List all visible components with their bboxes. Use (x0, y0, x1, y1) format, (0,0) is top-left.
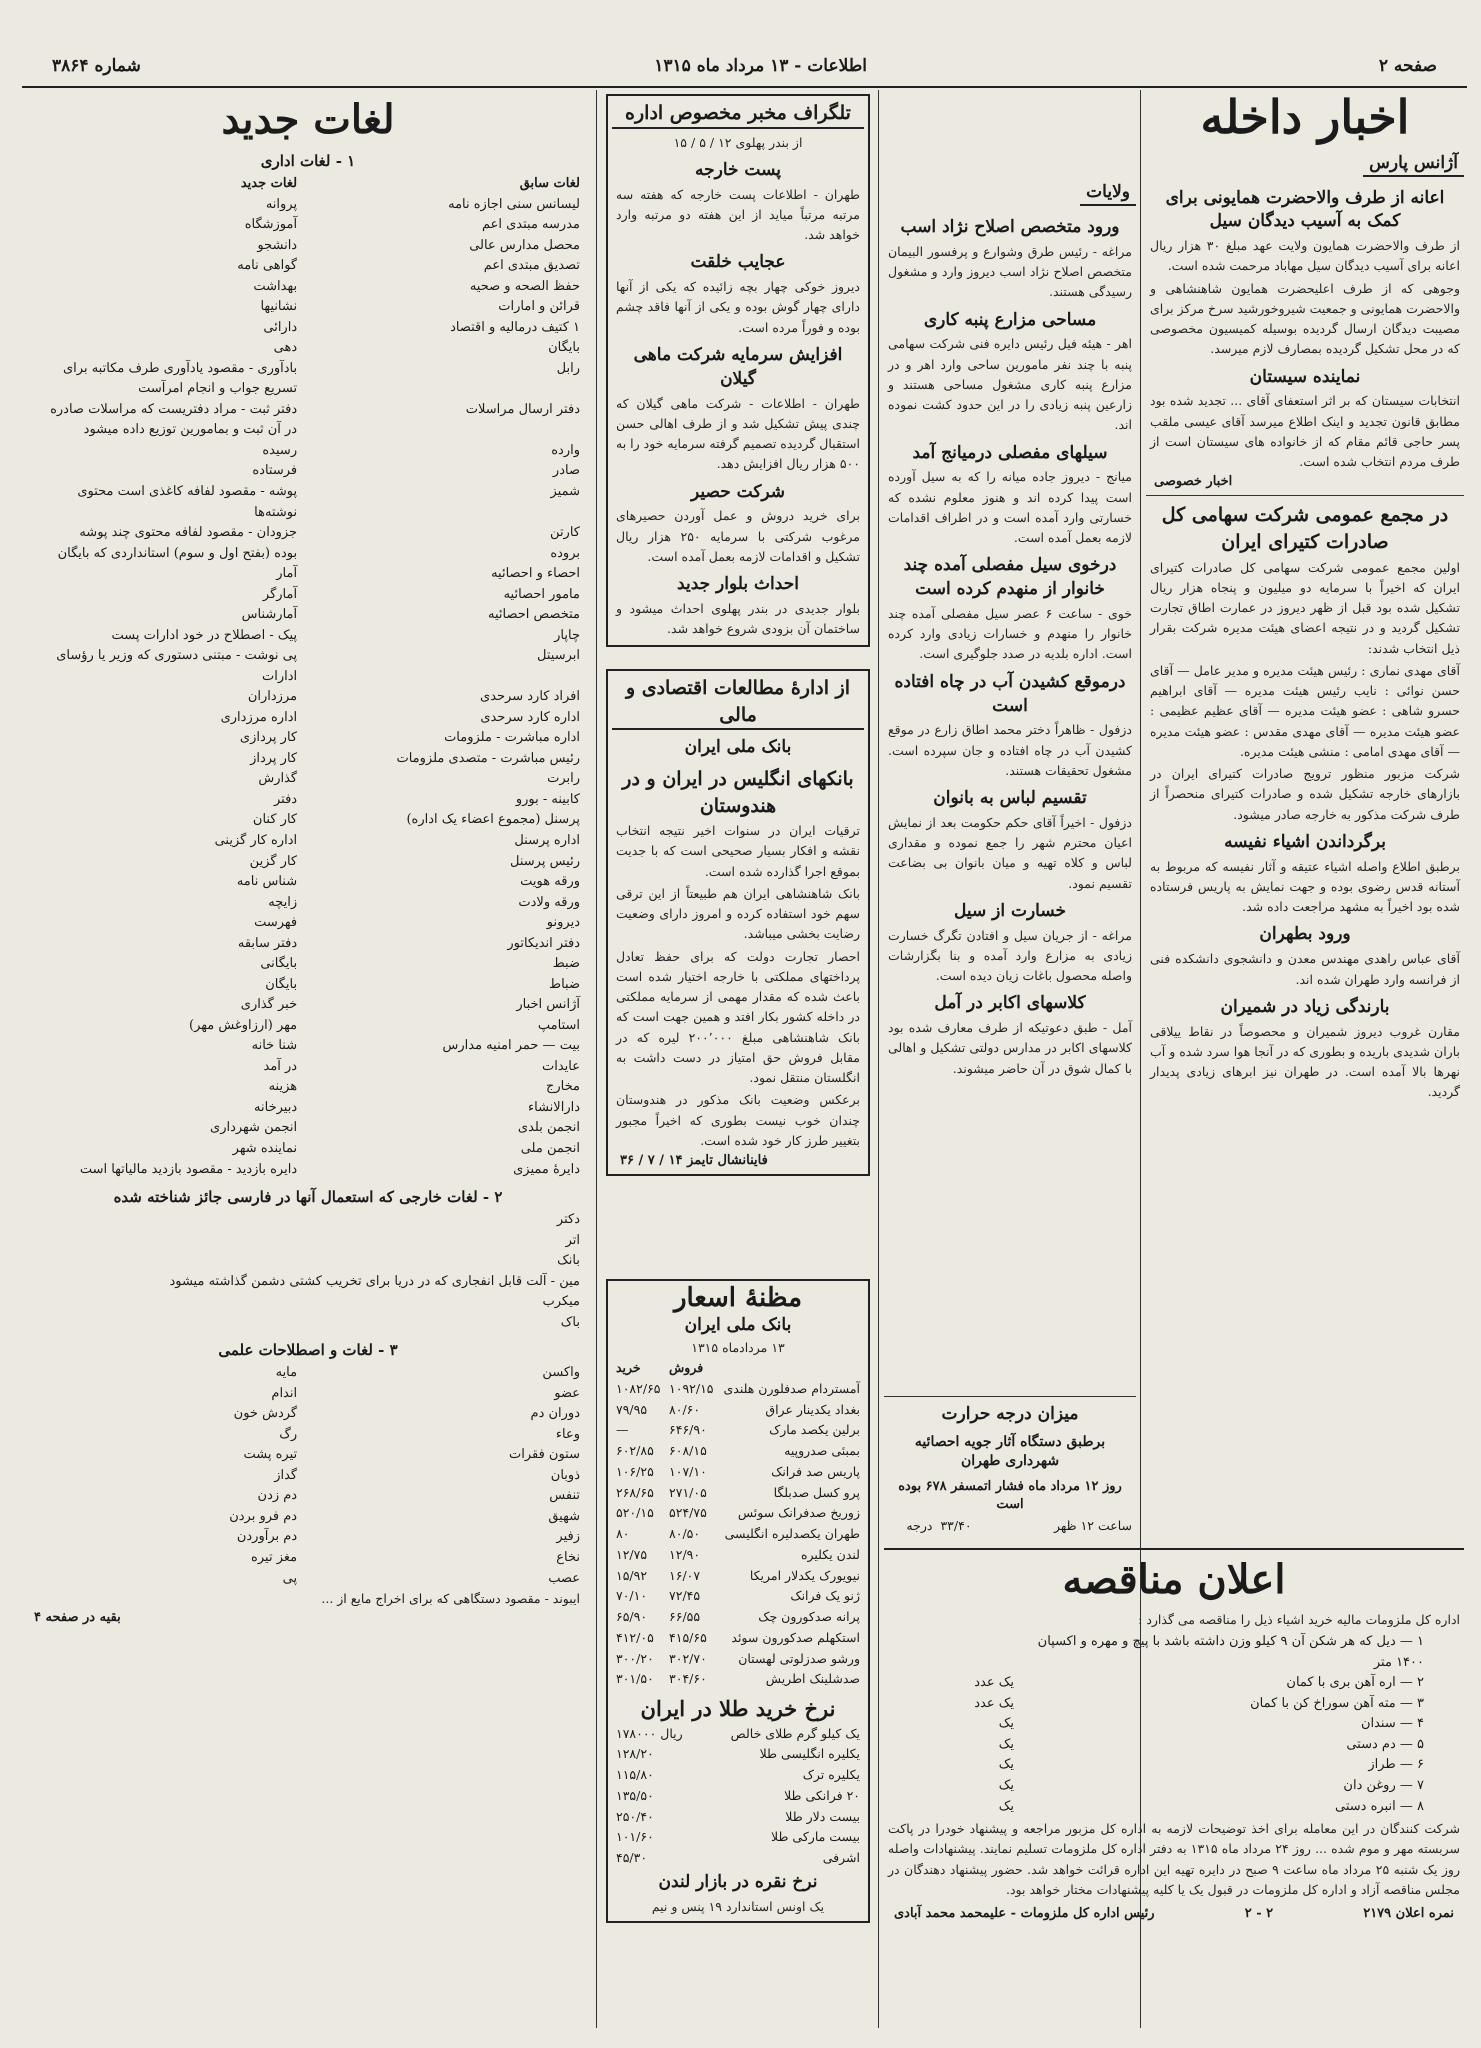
article-body: مقارن غروب دیروز شمیران و محصوصاً در نقاط ییلاقی باران شدیدی باریده و بطوری که در آنجا هوا سرد شده و آب نهرها بالا آمده است. در طهران نیز ابرهای زیادی پدیدار گردید. (1150, 1023, 1460, 1100)
glossary-entry: مخارج هزینه (268, 1079, 580, 1095)
glossary-entry: رئیس مباشرت - متصدی ملزومات کار پرداز (250, 750, 580, 766)
glossary-entry: آژانس اخبار خبر گذاری (240, 997, 580, 1013)
table-row: ساعت ۱۲ ظهر ۳۳/۴۰ درجه (906, 1518, 1132, 1534)
headline: تقسیم لباس به بانوان (933, 788, 1087, 809)
section-tag: ولایات (1080, 182, 1136, 206)
headline: ورود بطهران (1259, 924, 1351, 945)
list-item: ۳ — مته آهن سوراخ کن با کمان یک عدد (974, 1695, 1424, 1711)
provinces-column (884, 90, 1136, 1548)
scientific-term-entry: نخاع مغز تیره (251, 1550, 580, 1565)
table-row: پرو کسل صدبلگا ۲۷۱/۰۵ ۲۶۸/۶۵ (616, 1484, 860, 1500)
headline: بانک ملی ایران (684, 737, 792, 758)
page-header (22, 50, 1467, 88)
headline: اعانه از طرف والاحضرت همایونی برای کمک به آسیب دیدگان سیل (1165, 187, 1445, 232)
glossary-entry: محصل مدارس عالی دانشجو (257, 237, 580, 253)
article-body: ترقیات ایران در سنوات اخیر نتیجه انتخاب نقشه و افکار بسیار صحیحی است که با جدیت بموقع اجرا گذارده شده است. (616, 823, 860, 879)
article-body: دزفول - اخیراً آقای حکم حکومت بعد از نمایش اعیان محترم شهر را جمع نموده و مقداری لباس و کلاه تهیه و میان بانوان بی بضاعت تقسیم نمود. (888, 814, 1132, 891)
glossary-entry: ضباط بایگان (265, 976, 580, 992)
table-row: بیست مارکی طلا ۱۰۱/۶۰ (616, 1829, 860, 1845)
agency-tag: آژانس پارس (1363, 153, 1464, 177)
article-body: برای خرید دروش و عمل آوردن حصیرهای مرغوب شرکتی با سرمایه ۲۵۰ هزار ریال تشکیل و اقدامات لازمه بعمل آمده است. (616, 508, 860, 564)
glossary-entry: اداره کارد سرحدی اداره مرزداری (220, 709, 580, 725)
table-row: نیویورک یکدلار امریکا ۱۶/۰۷ ۱۵/۹۲ (616, 1567, 860, 1583)
auction-title: اعلان مناقصه (1062, 1556, 1286, 1603)
foreign-word-entry: دکتر (556, 1212, 580, 1228)
glossary-entry: انجمن بلدی انجمن شهرداری (210, 1120, 580, 1136)
glossary-entry: ابرسیتل پی نوشت - مبتنی دستوری که وزیر یا رؤسای ادارات (56, 648, 580, 684)
table-row: یکلیره انگلیسی طلا ۱۲۸/۲۰ (616, 1746, 860, 1762)
economy-box (602, 665, 874, 1255)
continued-note: بقیه در صفحه ۴ (34, 1610, 121, 1626)
article-body: برعکس وضعیت بانک مذکور در هندوستان چندان خوب نیست بطوری که اخیراً مجبور بتغییر طرز کار خود شده است. (616, 1092, 860, 1148)
headline: درخوی سیل مفصلی آمده چند خانوار از منهدم کرده است (903, 555, 1117, 600)
scientific-term-entry: وعاء رگ (279, 1426, 580, 1442)
auction-intro: اداره کل ملزومات مالیه خرید اشیاء ذیل را مناقصه می گذارد : (1138, 1612, 1460, 1627)
article-body: میانج - دیروز جاده میانه را که به سیل آورده است پیدا کرده اند و هنوز معلوم نشده که خسارتی وارد آمده است و در اطراف اقدامات لازمه بعمل آمده است. (888, 469, 1132, 546)
headline: احداث بلوار جدید (677, 574, 799, 595)
glossary-entry: عایدات در آمد (263, 1058, 580, 1074)
glossary-entry: دفتر ارسال مراسلات دفتر ثبت - مراد دفتریست که مراسلات صادره در آن ثبت و بمامورین توزیع داده میشود (50, 401, 580, 438)
glossary-entry: دایرهٔ ممیزی دایره بازدید - مقصود بازدید مالیاتها است (79, 1161, 580, 1177)
table-row: ورشو صدزلوتی لهستان ۳۰۲/۷۰ ۳۰۰/۲۰ (616, 1650, 860, 1666)
list-item: ۱ — دیل که هر شکن آن ۹ کیلو وزن داشته باشد با پیچ و مهره و اکسپان ۱۴۰۰ متر (1037, 1634, 1424, 1670)
column-rule (596, 90, 597, 2028)
headline: بانکهای انگلیس در ایران و در هندوستان (622, 767, 854, 817)
article-body: طهران - اطلاعات پست خارجه که هفته سه مرتبه مرتباً میاید از این هفته دو مرتبه وارد خواهد شد. (616, 186, 860, 243)
table-row: لندن یکلیره ۱۲/۹۰ ۱۲/۷۵ (616, 1546, 860, 1562)
dateline: اطلاعات - ۱۳ مرداد ماه ۱۳۱۵ (654, 56, 867, 76)
divider (884, 1396, 1136, 1397)
table-row: یک کیلو گرم طلای خالص ۱۷۸۰۰۰ ریال (616, 1725, 860, 1741)
table-row (884, 1537, 1136, 1540)
article-body: وجوهی که از طرف اعلیحضرت همایون شاهنشاهی و والاحضرت همایونی و جمعیت شیروخورشید سرخ مرکز برای مصیبت دیدگان ارسال گردیده بوسیله کمیسیون مخصوصی که در محل تشکیل گردیده بمصارف لازم میرسد. (1150, 280, 1460, 357)
glossary-entry: رئیس پرسنل کار گزین (249, 853, 580, 869)
scientific-term-entry: واکسن مایه (275, 1365, 580, 1381)
table-row: پاریس صد فرانک ۱۰۷/۱۰ ۱۰۶/۲۵ (616, 1463, 860, 1479)
article-body: انتخابات سیستان که بر اثر استعفای آقای ... تجدید شده بود مطابق قانون تجدید و اینک اطلاع میرسد آقای عیسی ملقب پسر حاجی قائم مقام که از خانواده های سیستان است از طرف مردم انتخاب شده است. (1150, 393, 1460, 470)
glossary-entry: شمیز پوشه - مقصود لفافه کاغذی است محتوی نوشته‌ها (77, 483, 580, 520)
auction-count: ۲ - ۲ (1244, 1906, 1274, 1922)
glossary-entry: کارتن جزودان - مقصود لفافه محتوی چند پوشه (79, 525, 580, 541)
glossary-entry: بروده بوده (بفتح اول و سوم) استانداردی که بایگان (57, 545, 580, 561)
scientific-term-entry: ذوبان گداز (274, 1467, 580, 1483)
scientific-term-entry: عصب پی (282, 1570, 580, 1586)
scientific-term-entry: تنفس دم زدن (257, 1488, 580, 1504)
table-row: صدشلینک اطریش ۳۰۴/۶۰ ۳۰۱/۵۰ (616, 1671, 860, 1687)
scientific-term-entry: ستون فقرات تیره پشت (243, 1447, 580, 1463)
glossary-entry: بیت — حمر امنیه مدارس شنا خانه (251, 1038, 580, 1054)
article-body: احصار تجارت دولت که برای حفظ تعادل پرداختهای مملکتی با خارجه اختیار شده است باعث شده که مقدار مهمی از سرمایه مملکتی در داخله کشور بکار افتد و همین جهت است که بانک شاهنشاهی مبلغ ۲۰۰٬۰۰۰ لیره که در مقابل فروش حق امتیاز در دست داشت به انگلستان منتقل نمود. (616, 948, 860, 1086)
glossary-entry: رابرت گذارش (258, 771, 580, 787)
foreign-word-entry: بانک (557, 1253, 580, 1269)
headline: سیلهای مفصلی درمیانج آمد (912, 442, 1108, 463)
article-body: دیروز خوکی چهار بچه زائیده که یکی از آنها دارای چهار گوش بوده و یکی از آنها فاقد چشم بوده و فوراً مرده است. (616, 279, 860, 335)
weather-subtitle: برطبق دستگاه آثار جویه احصائیه شهرداری طهران (914, 1433, 1106, 1470)
list-item: ۸ — انبره دستی یک (998, 1798, 1424, 1814)
glossary-entry: لیسانس سنی اجازه نامه پروانه (265, 196, 580, 212)
headline: بارندگی زیاد در شمیران (1220, 996, 1390, 1017)
issue-number: شماره ۳۸۶۴ (52, 56, 141, 76)
table-row: اشرفی ۴۵/۳۰ (616, 1850, 860, 1866)
glossary-entry: دارالانشاء دبیرخانه (254, 1099, 580, 1115)
rates-title: مظنهٔ اسعار (673, 1283, 803, 1313)
article-body: از طرف والاحضرت همایون ولایت عهد مبلغ ۳۰ هزار ریال اعانه برای آسیب دیدگان سیل مهاباد مرحمت شده است. (1150, 238, 1460, 274)
glossary-entry: دفتر اندیکاتور دفتر سابقه (237, 935, 580, 951)
headline: عجایب خلقت (690, 252, 786, 273)
table-header: فروش خرید (616, 1360, 704, 1376)
glossary-entry: انجمن ملی نماینده شهر (232, 1140, 580, 1156)
foreign-word-entry: مین - آلت قابل انفجاری که در دریا برای تخریب کشتی دشمن گذاشته میشود (169, 1273, 580, 1289)
list-item: ۶ — طراز یک (998, 1757, 1424, 1773)
table-row: طهران یکصدلیره انگلیسی ۸۰/۵۰ ۸۰ (616, 1526, 860, 1542)
glossary-entry: استامپ مهر (ارزاوغش مهر) (189, 1017, 580, 1033)
auction-number: نمره اعلان ۲۱۷۹ (1363, 1906, 1454, 1922)
glossary-column (26, 90, 590, 2030)
table-row: بمبئی صدروپیه ۶۰۸/۱۵ ۶۰۲/۸۵ (616, 1443, 860, 1459)
table-row: زوریخ صدفرانک سوئس ۵۲۴/۷۵ ۵۲۰/۱۵ (616, 1505, 860, 1521)
silver-line: یک اونس استاندارد ۱۹ پنس و نیم (651, 1898, 825, 1914)
glossary-tail: ایبوند - مقصود دستگاهی که برای اخراج مایع از ... (321, 1591, 580, 1607)
auction-signatory: رئیس اداره کل ملزومات - علیمحمد محمد آبادی (894, 1906, 1155, 1922)
article-body: اهر - هیئه فیل رئیس دایره فنی شرکت سهامی پنبه با چند نفر مامورین ساحی وارد اهر و در مزارع پنبه کاری مشغول مساحی هستند و زارعین پنبه زیادی را در این حدود کشت نموده اند. (888, 336, 1132, 433)
foreign-word-entry: باک (560, 1314, 580, 1330)
auction-body: شرکت کنندگان در این معامله برای اخذ توضیحات لازمه به اداره کل مزبور مراجعه و پیشنهاد خودرا در پاکت سربسته مهر و موم شده ... روز ۲۴ مرداد ماه ۱۳۱۵ به دفتر اداره کل ملزومات تسلیم نمایند. پیشنهادات واصله روز یک شنبه ۲۵ مرداد ماه ساعت ۹ صبح در دایره تهیه این اداره قرائت خواهد شد. حضور پیشنهاد دهندگان در مجلس مناقصه آزاد و اداره کل ملزومات در قبول یک یا کلیه پیشنهادات مختار خواهد بود. (888, 1821, 1460, 1897)
glossary-title: لغات جدید (221, 96, 395, 143)
table-row: برلین یکصد مارک ۶۴۶/۹۰ — (616, 1422, 860, 1438)
glossary-entry: اداره مباشرت - ملزومات کار پردازی (239, 730, 580, 746)
source-signature: فاینانشال تایمز ۱۴ / ۷ / ۳۶ (620, 1153, 768, 1169)
glossary-entry: حفظ الصحه و صحیه بهداشت (253, 278, 580, 294)
page-number: صفحه ۲ (1378, 56, 1437, 76)
glossary-entry: ۱ کتیف درمالیه و اقتصاد دارائی (263, 319, 580, 335)
headline: در مجمع عمومی شرکت سهامی کل صادرات کتیرای ایران (1161, 504, 1449, 554)
silver-title: نرخ نقره در بازار لندن (658, 1871, 818, 1892)
auction-footer (884, 1904, 1464, 1925)
glossary-entry: ورقه ولادت زایچه (268, 894, 580, 910)
divider (1146, 495, 1464, 496)
weather-title: میزان درجه حرارت (941, 1404, 1079, 1424)
foreign-word-entry: میکرب (542, 1294, 580, 1310)
headline: پست خارجه (694, 159, 782, 180)
rates-table (612, 1358, 864, 1690)
scientific-term-entry: دوران دم گردش خون (233, 1406, 580, 1422)
table-row: استکهلم صدکورون سوئد ۴۱۵/۶۵ ۴۱۲/۰۵ (616, 1629, 860, 1645)
auction-notice (884, 1548, 1464, 2024)
list-item: ۵ — دم دستی یک (998, 1736, 1424, 1752)
economy-frame (606, 669, 870, 1176)
table-row: بغداد یکدینار عراق ۸۰/۶۰ ۷۹/۹۵ (616, 1401, 860, 1417)
article-body: آمل - طبق دعوتیکه از طرف معارف شده بود کلاسهای اکابر در مدارس دولتی تشکیل و اهالی با کمال شوق در آن حاضر میشوند. (888, 1020, 1132, 1076)
headline: خسارت از سیل (953, 900, 1067, 921)
glossary-section-heading: ۳ - لغات و اصطلاحات علمی (218, 1341, 398, 1360)
glossary-entry: وارده رسیده (262, 442, 580, 458)
headline: برگرداندن اشیاء نفیسه (1224, 831, 1386, 852)
headline: کلاسهای اکابر در آمل (934, 993, 1086, 1014)
glossary-header: لغات سابق لغات جدید (240, 176, 580, 191)
article-body: آقای مهدی نماری : رئیس هیئت مدیره و مدیر عامل — آقای حسن نوائی : نایب رئیس هیئت مدیره — آقای ابراهیم حسرو شاهی : عضو هیئت مدیره — آقای عظیم عظیمی : عضو هیئت مدیره — آقای مهدی مقدس : عضو هیئت مدیره — آقای مهدی امامی : منشی هیئت مدیره. (1150, 662, 1460, 759)
glossary-entry: قرائن و امارات نشانیها (260, 299, 580, 315)
glossary-section-heading: ۲ - لغات خارجی که استعمال آنها در فارسی جائز شناخته شده (113, 1188, 503, 1207)
foreign-word-list (26, 1210, 590, 1333)
article-body: خوی - ساعت ۶ عصر سیل مفصلی آمده چند خانوار را منهدم و خسارات زیادی وارد کرده است. اداره بلدیه در صدد جلوگیری است. (888, 605, 1132, 662)
economy-title: از ادارهٔ مطالعات اقتصادی و مالی (612, 675, 864, 730)
article-body: دزفول - ظاهراً دختر محمد اطاق زارع در موقع کشیدن آب در چاه افتاده و جان سپرده است. مشغول تحقیقات هستند. (888, 722, 1132, 778)
glossary-list (26, 195, 590, 1181)
table-row: ژنو یک فرانک ۷۲/۴۵ ۷۰/۱۰ (616, 1588, 860, 1604)
glossary-entry: مامور احصائیه آمارگر (262, 586, 580, 602)
section-masthead: اخبار داخله (1200, 90, 1410, 144)
rates-box (602, 1275, 874, 2024)
auction-items (884, 1632, 1464, 1817)
glossary-entry: دیرونو فهرست (254, 915, 580, 931)
list-item: ۴ — سندان یک (998, 1716, 1424, 1732)
rates-date: ۱۳ مردادماه ۱۳۱۵ (691, 1339, 785, 1355)
article-body: طهران - اطلاعات - شرکت ماهی گیلان که چندی پیش تشکیل شد و از طرف اهالی حسن استقبال گردیده تصمیم گرفته سرمایه خود را به ۵۰۰ هزار ریال افزایش دهد. (616, 395, 860, 472)
glossary-section-heading: ۱ - لغات اداری (260, 152, 356, 170)
glossary-entry: تصدیق مبتدی اعم گواهی نامه (237, 258, 580, 274)
glossary-entry: اداره پرسنل اداره کار گزینی (214, 833, 580, 848)
glossary-entry: احصاء و احصائیه آمار (276, 566, 580, 582)
table-row: آمستردام صدفلورن هلندی ۱۰۹۲/۱۵ ۱۰۸۲/۶۵ (616, 1380, 860, 1396)
headline: درموقع کشیدن آب در چاه افتاده است (894, 671, 1126, 716)
telegraph-box (602, 90, 874, 660)
rates-frame (606, 1279, 870, 1923)
article-body: بانک شاهنشاهی ایران هم طبیعتاً از این ترقی سهم خود استفاده کرده و امروز دارای وضعیت رضایت بخشی میباشد. (616, 885, 860, 942)
article-body: بلوار جدیدی در بندر پهلوی احداث میشود و ساختمان آن بزودی شروع خواهد شد. (616, 600, 860, 637)
weather-box (884, 1390, 1136, 1540)
section-signature: اخبار خصوصی (1154, 474, 1233, 490)
table-row: یکلیره ترک ۱۱۵/۸۰ (616, 1767, 860, 1783)
rates-bank: بانک ملی ایران (684, 1315, 792, 1336)
scientific-term-entry: زفیر دم برآوردن (236, 1529, 580, 1545)
article-body: برطبق اطلاع واصله اشیاء عتیقه و آثار نفیسه که مربوط به آستانه قدس رضوی بوده و جهت نمایش به پاریس فرستاده شده بود اخیراً به مشهد مراجعت داده شد. (1150, 858, 1460, 915)
glossary-entry: متخصص احصائیه آمارشناس (241, 607, 580, 623)
headline: شرکت حصیر (690, 481, 786, 502)
gold-table (612, 1724, 864, 1869)
table-row: پرانه صدکورون چک ۶۶/۵۵ ۶۵/۹۰ (616, 1609, 860, 1625)
headline: مساحی مزارع پنبه کاری (923, 309, 1097, 330)
foreign-word-entry: اتر (565, 1232, 580, 1248)
telegraph-dateline: از بندر پهلوی ۱۲ / ۵ / ۱۵ (673, 134, 803, 150)
telegraph-frame (606, 94, 870, 647)
glossary-entry: ضبط بایگانی (260, 956, 580, 972)
headline: نماینده سیستان (1249, 366, 1361, 387)
glossary-entry: چاپار پیک - اصطلاح در خود ادارات پست (111, 627, 580, 643)
telegraph-title: تلگراف مخبر مخصوص اداره (612, 100, 864, 129)
glossary-entry: ورقه هویت شناس نامه (236, 874, 580, 890)
column-rule (878, 90, 879, 2028)
article-body: مراغه - رئیس طرق وشوارع و پرفسور البیمان متخصص اصلاح نژاد اسب دیروز وارد و مشغول رسیدگی هستند. (888, 243, 1132, 300)
glossary-entry: صادر فرستاده (252, 463, 580, 479)
article-body: شرکت مزبور منظور ترویج صادرات کتیرای ایران در بازارهای خارجه تشکیل شده و صادرات کتیرای منحصراً از طرف شرکت مذکور به خارجه صادر میشود. (1150, 766, 1460, 822)
headline: ورود متخصص اصلاح نژاد اسب (900, 217, 1120, 237)
article-body: مراغه - از جریان سیل و افتادن تگرگ خسارت زیادی به مزارع وارد آمده و بنا بگزارشات واصله محصول باغات زیان دیده است. (888, 927, 1132, 984)
weather-table (884, 1516, 1136, 1540)
table-row: بیست دلار طلا ۲۵۰/۴۰ (616, 1808, 860, 1824)
glossary-entry: بایگان دهی (273, 340, 580, 356)
glossary-entry: پرسنل (مجموع اعضاء یک اداره) کار کنان (252, 812, 580, 828)
scientific-term-list (26, 1363, 590, 1589)
list-item: ۷ — روغن دان یک (998, 1777, 1424, 1793)
list-item: ۲ — اره آهن بری با کمان یک عدد (974, 1675, 1424, 1691)
headline: افزایش سرمایه شرکت ماهی گیلان (633, 344, 843, 389)
gold-title: نرخ خرید طلا در ایران (640, 1696, 836, 1722)
scientific-term-entry: شهیق دم فرو بردن (229, 1508, 580, 1524)
article-body: اولین مجمع عمومی شرکت سهامی کل صادرات کتیرای ایران که اخیراً با سرمایه دو میلیون و پنجاه هزار ریال تشکیل شده بود قبل از ظهر دیروز در عمارت اطاق تجارت تشکیل گردید و در نتیجه اعضای هیئت مدیره شرکت بقرار ذیل انتخاب شدند: (1150, 559, 1460, 656)
article-body: آقای عباس راهدی مهندس معدن و دانشجوی دانشکده فنی از فرانسه وارد طهران شده اند. (1150, 951, 1460, 987)
glossary-entry: مدرسه مبتدی اعم آموزشگاه (244, 217, 580, 233)
glossary-entry: کابینه - بورو دفتر (274, 791, 580, 807)
table-row: ۲۰ فرانکی طلا ۱۳۵/۵۰ (616, 1787, 860, 1803)
scientific-term-entry: عضو اندام (271, 1385, 580, 1401)
glossary-entry: رابل بادآوری - مقصود یادآوری طرف مکاتبه برای تسریع جواب و انجام امرآست (62, 360, 580, 397)
weather-heading: روز ۱۲ مرداد ماه فشار اتمسفر ۶۷۸ بوده است (898, 1478, 1122, 1513)
glossary-entry: افراد کارد سرحدی مرزداران (247, 689, 580, 705)
